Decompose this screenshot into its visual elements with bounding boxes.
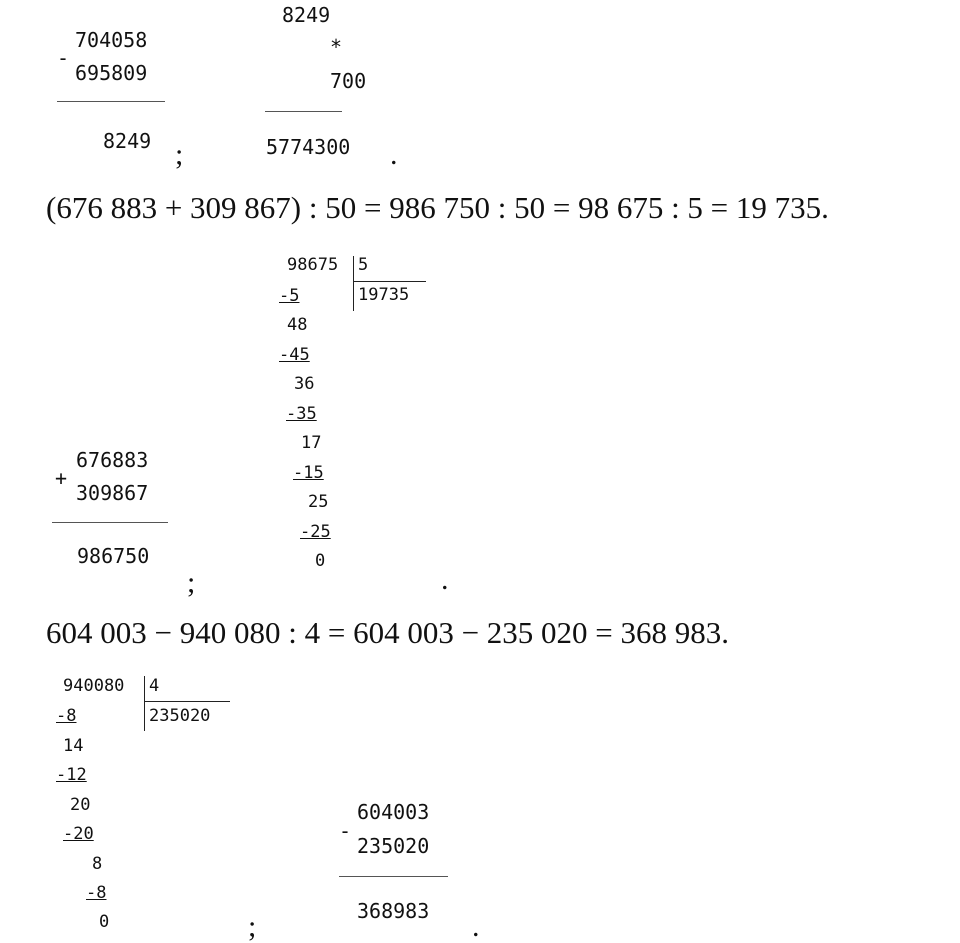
separator: ;: [175, 138, 184, 171]
divisor: 5: [358, 255, 369, 275]
step: -5: [279, 286, 300, 306]
period: .: [472, 910, 480, 943]
step: -15: [293, 463, 324, 483]
step: -45: [279, 345, 310, 365]
plus-sign: +: [55, 466, 68, 490]
multiplier: 700: [330, 69, 367, 93]
sum: 986750: [77, 544, 150, 568]
step: -25: [300, 522, 331, 542]
step: 14: [63, 736, 84, 756]
difference: 368983: [357, 899, 430, 923]
step: 0: [315, 551, 326, 571]
addend-1: 676883: [76, 448, 149, 472]
quotient-line: [353, 281, 426, 282]
result-line: [339, 876, 448, 877]
step: -35: [286, 404, 317, 424]
multiplicand: 8249: [282, 3, 331, 27]
result-line: [57, 101, 165, 102]
subtrahend: 235020: [357, 834, 430, 858]
step: 8: [92, 854, 103, 874]
separator: ;: [248, 910, 257, 943]
product: 5774300: [266, 135, 351, 159]
step: -8: [56, 706, 77, 726]
difference: 8249: [103, 129, 152, 153]
dividend: 98675: [287, 255, 339, 275]
step: 20: [70, 795, 91, 815]
subtrahend: 695809: [75, 61, 148, 85]
separator: ;: [187, 566, 196, 599]
divisor: 4: [149, 676, 160, 696]
addend-2: 309867: [76, 481, 149, 505]
step: 17: [301, 433, 322, 453]
quotient: 19735: [358, 285, 410, 305]
minus-sign: -: [339, 819, 352, 843]
result-line: [52, 522, 168, 523]
division-bar: [353, 256, 354, 311]
result-line: [265, 111, 342, 112]
step: 48: [287, 315, 308, 335]
minus-sign: -: [57, 46, 70, 70]
period: .: [390, 138, 398, 171]
step: -8: [86, 883, 107, 903]
equation-1: (676 883 + 309 867) : 50 = 986 750 : 50 = 98 675 : 5 = 19 735.: [46, 190, 829, 225]
step: 36: [294, 374, 315, 394]
quotient: 235020: [149, 706, 211, 726]
minuend: 704058: [75, 28, 148, 52]
step: -20: [63, 824, 94, 844]
times-sign: *: [330, 35, 343, 59]
dividend: 940080: [63, 676, 125, 696]
quotient-line: [144, 701, 230, 702]
step: 0: [99, 912, 110, 932]
minuend: 604003: [357, 800, 430, 824]
step: 25: [308, 492, 329, 512]
step: -12: [56, 765, 87, 785]
period: .: [441, 563, 449, 596]
division-bar: [144, 676, 145, 731]
equation-2: 604 003 − 940 080 : 4 = 604 003 − 235 020 = 368 983.: [46, 615, 730, 650]
